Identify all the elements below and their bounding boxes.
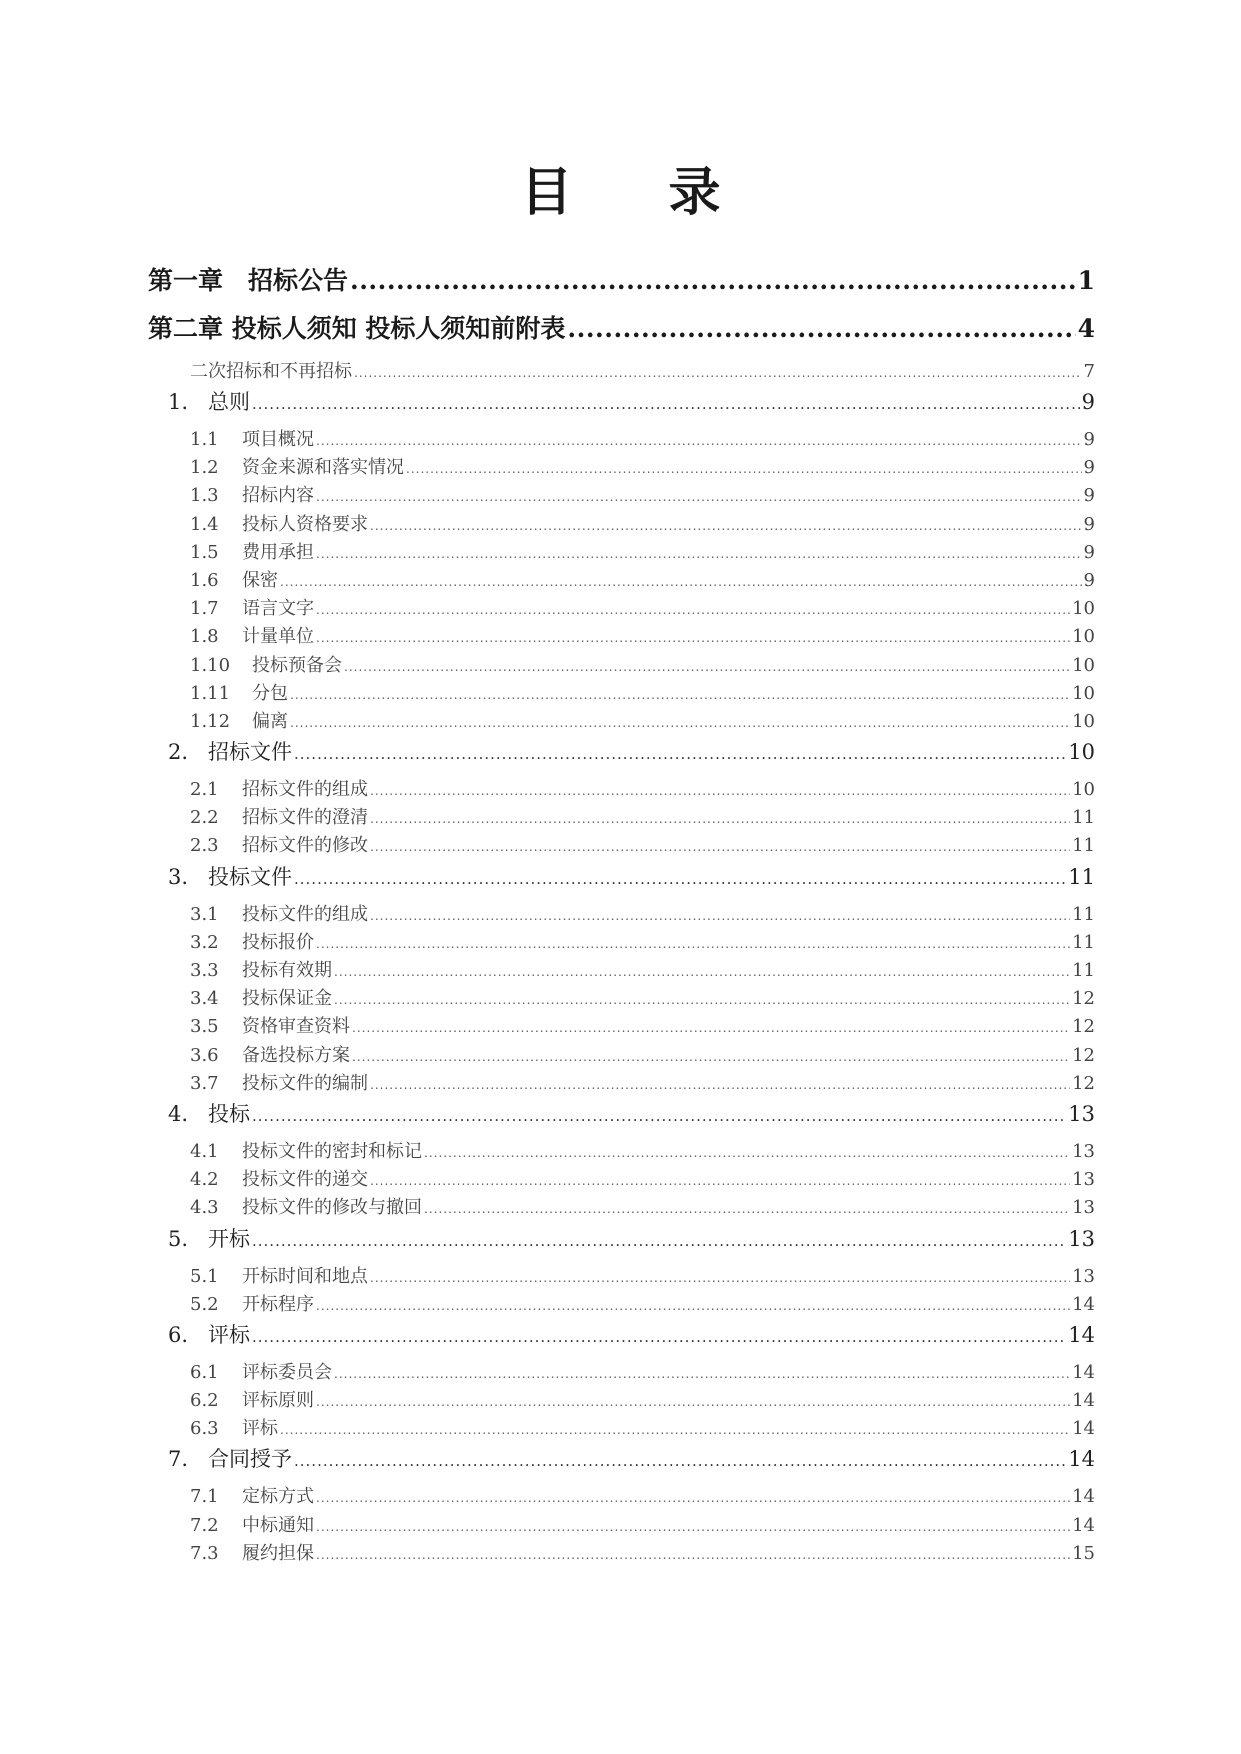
toc-subsection-number: 1.3	[190, 485, 219, 507]
toc-subsection-entry[interactable]	[190, 680, 1095, 708]
toc-page-number: 10	[1072, 654, 1095, 676]
toc-subsection-number: 1.7	[190, 598, 219, 620]
toc-leader	[280, 568, 1082, 596]
toc-section-number: 1.	[168, 390, 189, 414]
toc-subsection-entry[interactable]	[190, 957, 1095, 985]
toc-subsection-entry[interactable]	[190, 1138, 1095, 1166]
toc-subsection-entry[interactable]	[190, 832, 1095, 860]
toc-entry-label: 投标文件的编制	[242, 1072, 368, 1094]
toc-section-5-items	[148, 1263, 1095, 1319]
toc-page-number: 10	[1072, 779, 1095, 801]
toc-page-number: 14	[1072, 1293, 1095, 1315]
toc-page-number: 4	[1077, 314, 1095, 343]
toc-leader	[344, 653, 1070, 681]
toc-leader	[316, 1513, 1070, 1541]
toc-leader	[294, 738, 1066, 770]
toc-leader	[290, 681, 1070, 709]
toc-section-6-items	[148, 1359, 1095, 1444]
toc-section-3[interactable]	[168, 861, 1095, 893]
toc-leader	[370, 1264, 1070, 1292]
toc-subsection-entry[interactable]	[190, 623, 1095, 651]
toc-subsection-entry[interactable]	[190, 1415, 1095, 1443]
toc-entry-label: 合同授予	[208, 1447, 292, 1472]
toc-leader	[252, 1225, 1066, 1257]
toc-subsection-number: 2.1	[190, 779, 219, 801]
toc-entry-label: 开标程序	[242, 1293, 314, 1315]
toc-page-number: 9	[1083, 485, 1095, 507]
toc-page-number: 7	[1083, 361, 1095, 382]
toc-leader	[354, 359, 1082, 387]
toc-entry-label: 备选投标方案	[242, 1044, 350, 1066]
toc-leader	[370, 902, 1070, 930]
toc-entry-label: 评标	[242, 1418, 278, 1440]
toc-section-number: 3.	[168, 864, 189, 889]
toc-leader	[252, 388, 1080, 420]
toc-subsection-entry[interactable]	[190, 1291, 1095, 1319]
toc-entry-label: 开标时间和地点	[242, 1265, 368, 1287]
toc-page-number: 13	[1068, 1226, 1095, 1251]
toc-subsection-number: 4.3	[190, 1197, 219, 1219]
toc-section-1-items	[148, 426, 1095, 736]
toc-page-number: 14	[1072, 1361, 1095, 1383]
toc-page-number: 13	[1068, 1101, 1095, 1126]
toc-page-number: 15	[1072, 1542, 1095, 1564]
toc-subsection-entry[interactable]	[190, 539, 1095, 567]
toc-page-number: 11	[1072, 807, 1095, 829]
toc-page-number: 9	[1081, 390, 1095, 414]
toc-subsection-number: 1.10	[190, 654, 231, 676]
toc-section-2[interactable]	[168, 736, 1095, 768]
toc-subsection-entry[interactable]	[190, 804, 1095, 832]
toc-entry-label: 分包	[252, 682, 288, 704]
toc-leader	[567, 310, 1075, 348]
toc-subsection-entry[interactable]	[190, 426, 1095, 454]
toc-page-number: 1	[1077, 266, 1095, 295]
toc-page-number: 9	[1083, 513, 1095, 535]
toc-page-number: 10	[1072, 598, 1095, 620]
toc-subsection-number: 7.3	[190, 1542, 219, 1564]
toc-leader	[316, 624, 1070, 652]
toc-subsection-entry[interactable]	[190, 1194, 1095, 1222]
toc-entry-label: 偏离	[252, 710, 288, 732]
toc-page-number: 9	[1083, 569, 1095, 591]
toc-subsection-entry[interactable]	[190, 652, 1095, 680]
toc-leader	[352, 1014, 1070, 1042]
toc-page-number: 11	[1072, 903, 1095, 925]
toc-subsection-number: 6.1	[190, 1361, 219, 1383]
toc-page-number: 14	[1068, 1447, 1095, 1472]
toc-subsection-number: 3.2	[190, 931, 219, 953]
toc-leader	[370, 1071, 1070, 1099]
toc-leader	[252, 1321, 1066, 1353]
toc-leader	[316, 930, 1070, 958]
toc-leader	[350, 262, 1076, 300]
toc-subsection-number: 1.6	[190, 569, 219, 591]
toc-leader	[334, 958, 1070, 986]
toc-leader	[424, 1195, 1070, 1223]
toc-entry-label: 评标原则	[242, 1390, 314, 1412]
toc-leader	[370, 512, 1082, 540]
toc-leader	[370, 805, 1070, 833]
toc-leader	[424, 1139, 1070, 1167]
toc-entry-label: 投标预备会	[252, 654, 342, 676]
toc-entry-label: 开标	[208, 1226, 250, 1251]
toc-subsection-number: 7.1	[190, 1486, 219, 1508]
title-char-2: 录	[668, 162, 721, 223]
toc-page-number: 13	[1072, 1140, 1095, 1162]
toc-subsection-entry[interactable]	[190, 901, 1095, 929]
toc-leader	[280, 1416, 1070, 1444]
toc-subsection-entry[interactable]	[190, 482, 1095, 510]
toc-leader	[334, 1360, 1070, 1388]
toc-section-4[interactable]	[168, 1098, 1095, 1130]
toc-subsection-number: 4.2	[190, 1169, 219, 1191]
title-char-1: 目	[520, 162, 573, 223]
toc-entry-label: 资格审查资料	[242, 1016, 350, 1038]
toc-subsection-number: 2.3	[190, 835, 219, 857]
toc-entry-label: 项目概况	[242, 429, 314, 450]
toc-entry-label: 评标委员会	[242, 1361, 332, 1383]
toc-page-number: 9	[1083, 429, 1095, 450]
toc-section-number: 2.	[168, 740, 189, 765]
toc-page-number: 10	[1072, 626, 1095, 648]
toc-entry-label: 招标文件的组成	[242, 779, 368, 801]
toc-subsection-number: 4.1	[190, 1140, 219, 1162]
toc-leader	[406, 455, 1082, 483]
toc-page-number: 10	[1072, 682, 1095, 704]
toc-subsection-entry[interactable]	[190, 1512, 1095, 1540]
toc-subsection-entry[interactable]	[190, 985, 1095, 1013]
toc-subsection-number: 1.11	[190, 682, 231, 704]
toc-entry-label: 第二章 投标人须知 投标人须知前附表	[148, 314, 566, 343]
toc-leader	[290, 709, 1070, 737]
toc-subsection-entry[interactable]	[190, 595, 1095, 623]
toc-leader	[370, 777, 1070, 805]
toc-subsection-number: 1.1	[190, 429, 219, 450]
toc-section-number: 5.	[168, 1226, 189, 1251]
toc-subsection-number: 5.2	[190, 1293, 219, 1315]
toc-subsection-entry[interactable]	[190, 1387, 1095, 1415]
toc-subsection-number: 1.4	[190, 513, 219, 535]
toc-page-number: 12	[1072, 1016, 1095, 1038]
toc-subsection-number: 2.2	[190, 807, 219, 829]
toc-subsection-number: 1.8	[190, 626, 219, 648]
toc-entry-label: 投标保证金	[242, 988, 332, 1010]
toc-entry-label: 中标通知	[242, 1514, 314, 1536]
toc-entry-label: 资金来源和落实情况	[242, 457, 404, 479]
toc-entry-label: 投标文件的修改与撤回	[242, 1197, 422, 1219]
toc-leader	[316, 1388, 1070, 1416]
toc-section-6[interactable]	[168, 1319, 1095, 1351]
toc-entry-label: 保密	[242, 569, 278, 591]
toc-subsection-number: 1.2	[190, 457, 219, 479]
toc-subsection-entry[interactable]	[190, 1013, 1095, 1041]
toc-subsection-number: 6.3	[190, 1418, 219, 1440]
toc-entry-label: 招标文件	[208, 740, 292, 765]
toc-page-number: 14	[1072, 1418, 1095, 1440]
toc-page-number: 13	[1072, 1197, 1095, 1219]
toc-entry-label: 招标文件的澄清	[242, 807, 368, 829]
toc-leader	[352, 1043, 1070, 1071]
toc-entry-label: 二次招标和不再招标	[190, 361, 352, 382]
toc-subsection-number: 1.5	[190, 541, 219, 563]
toc-entry-label: 投标文件	[208, 864, 292, 889]
toc-section-number: 4.	[168, 1101, 189, 1126]
toc-entry-label: 投标文件的递交	[242, 1169, 368, 1191]
toc-entry-label: 履约担保	[242, 1542, 314, 1564]
toc-entry-label: 投标文件的密封和标记	[242, 1140, 422, 1162]
page-title	[0, 150, 1241, 225]
toc-page-number: 12	[1072, 1044, 1095, 1066]
toc-subsection-number: 1.12	[190, 710, 231, 732]
toc-subsection-entry[interactable]	[190, 454, 1095, 482]
toc-leader	[316, 596, 1070, 624]
toc-subsection-entry[interactable]	[190, 1070, 1095, 1098]
toc-page-number: 12	[1072, 988, 1095, 1010]
toc-page-number: 14	[1072, 1390, 1095, 1412]
toc-subsection-entry[interactable]	[190, 1540, 1095, 1568]
toc-leader	[334, 986, 1070, 1014]
toc-section-number: 7.	[168, 1447, 189, 1472]
toc-subsection-entry[interactable]	[190, 1359, 1095, 1387]
toc-subsection-number: 5.1	[190, 1265, 219, 1287]
toc-page-number: 11	[1072, 960, 1095, 981]
toc-page-number: 14	[1072, 1514, 1095, 1536]
toc-page-number: 14	[1072, 1486, 1095, 1508]
toc-subsection-number: 3.4	[190, 988, 219, 1010]
toc-page-number: 14	[1068, 1322, 1095, 1347]
toc-section-7-items	[148, 1483, 1095, 1568]
toc-entry-label: 招标文件的修改	[242, 835, 368, 857]
toc-section-2-items	[148, 776, 1095, 861]
toc-leader	[370, 833, 1070, 861]
toc-intro-entry[interactable]	[190, 358, 1095, 386]
toc-page-number: 11	[1072, 931, 1095, 953]
toc-section-1[interactable]	[168, 386, 1095, 418]
toc-entry-label: 投标人资格要求	[242, 513, 368, 535]
toc-page-number: 9	[1083, 541, 1095, 563]
toc-entry-label: 定标方式	[242, 1486, 314, 1508]
toc-page-number: 10	[1072, 710, 1095, 732]
toc-leader	[294, 863, 1066, 895]
toc-subsection-number: 7.2	[190, 1514, 219, 1536]
toc-leader	[252, 1100, 1066, 1132]
toc-leader	[316, 540, 1082, 568]
toc-entry-label: 投标	[208, 1101, 250, 1126]
toc-page-number: 9	[1083, 457, 1095, 479]
toc-entry-label: 评标	[208, 1322, 250, 1347]
toc-page-number: 13	[1072, 1265, 1095, 1287]
toc-page-number: 11	[1068, 864, 1095, 889]
toc-entry-label: 语言文字	[242, 598, 314, 620]
toc-chapter-1[interactable]	[148, 262, 1095, 300]
toc-subsection-entry[interactable]	[190, 708, 1095, 736]
toc-section-number: 6.	[168, 1322, 189, 1347]
toc-leader	[370, 1167, 1070, 1195]
toc-subsection-entry[interactable]	[190, 1263, 1095, 1291]
toc-leader	[316, 483, 1082, 511]
table-of-contents	[148, 262, 1095, 1568]
toc-page-number: 12	[1072, 1072, 1095, 1094]
toc-leader	[316, 427, 1082, 455]
toc-subsection-entry[interactable]	[190, 1042, 1095, 1070]
toc-subsection-entry[interactable]	[190, 567, 1095, 595]
toc-section-4-items	[148, 1138, 1095, 1223]
toc-section-7[interactable]	[168, 1443, 1095, 1475]
toc-subsection-number: 3.3	[190, 960, 219, 981]
toc-section-3-items	[148, 901, 1095, 1098]
toc-entry-label: 投标文件的组成	[242, 903, 368, 925]
toc-page-number: 11	[1072, 835, 1095, 857]
toc-subsection-entry[interactable]	[190, 511, 1095, 539]
toc-page-number: 10	[1068, 740, 1095, 765]
toc-subsection-number: 3.7	[190, 1072, 219, 1094]
toc-subsection-number: 3.1	[190, 903, 219, 925]
toc-subsection-number: 3.5	[190, 1016, 219, 1038]
toc-subsection-entry[interactable]	[190, 1166, 1095, 1194]
toc-subsection-number: 6.2	[190, 1390, 219, 1412]
toc-entry-label: 计量单位	[242, 626, 314, 648]
toc-entry-label: 费用承担	[242, 541, 314, 563]
toc-entry-label: 总则	[208, 390, 250, 414]
toc-subsection-entry[interactable]	[190, 776, 1095, 804]
toc-section-5[interactable]	[168, 1223, 1095, 1255]
toc-subsection-number: 3.6	[190, 1044, 219, 1066]
toc-entry-label: 投标报价	[242, 931, 314, 953]
toc-entry-label: 投标有效期	[242, 960, 332, 981]
toc-leader	[316, 1484, 1070, 1512]
toc-entry-label: 第一章 招标公告	[148, 266, 349, 295]
toc-subsection-entry[interactable]	[190, 929, 1095, 957]
toc-leader	[316, 1292, 1070, 1320]
toc-entry-label: 招标内容	[242, 485, 314, 507]
toc-subsection-entry[interactable]	[190, 1483, 1095, 1511]
toc-leader	[316, 1541, 1070, 1569]
toc-leader	[294, 1445, 1066, 1477]
toc-page-number: 13	[1072, 1169, 1095, 1191]
toc-chapter-2[interactable]	[148, 310, 1095, 348]
